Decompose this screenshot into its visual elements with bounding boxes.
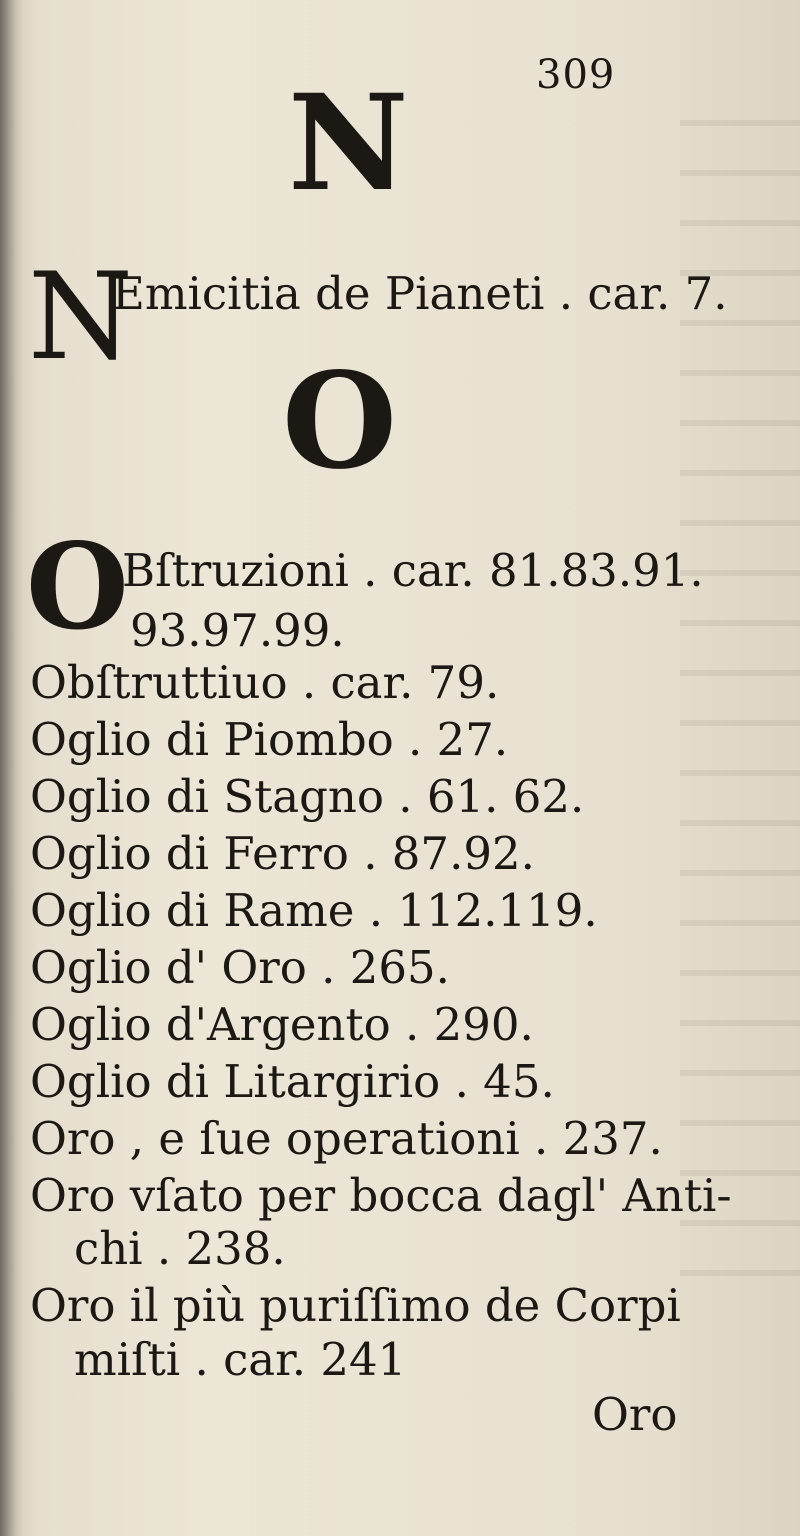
section-heading-n: N xyxy=(288,66,409,221)
drop-cap-n: N xyxy=(28,248,133,387)
index-entry: Oro il più puriſſimo de Corpi xyxy=(30,1279,681,1332)
index-entry: Obſtruttiuo . car. 79. xyxy=(30,656,500,709)
section-heading-o: O xyxy=(282,344,397,499)
index-entry: Oglio di Ferro . 87.92. xyxy=(30,827,535,880)
index-entry: Oglio di Piombo . 27. xyxy=(30,713,509,766)
index-entry: Bſtruzioni . car. 81.83.91. xyxy=(122,544,704,597)
index-entry: Emicitia de Pianeti . car. 7. xyxy=(112,267,728,320)
page-number: 309 xyxy=(536,52,616,98)
index-entry: Oglio di Litargirio . 45. xyxy=(30,1055,555,1108)
index-entry: Oglio di Stagno . 61. 62. xyxy=(30,770,585,823)
index-entry: Oro , e ſue operationi . 237. xyxy=(30,1112,663,1165)
index-entry: Oglio di Rame . 112.119. xyxy=(30,884,598,937)
index-entry-continuation: chi . 238. xyxy=(74,1222,286,1275)
index-entry: Oglio d' Oro . 265. xyxy=(30,941,450,994)
drop-cap-o: O xyxy=(26,517,129,656)
book-spine-shadow xyxy=(0,0,22,1536)
catchword: Oro xyxy=(592,1388,678,1441)
index-entry: Oglio d'Argento . 290. xyxy=(30,998,534,1051)
index-entry-continuation: miſti . car. 241 xyxy=(74,1333,407,1386)
index-entry-continuation: 93.97.99. xyxy=(130,604,345,657)
index-entry: Oro vſato per bocca dagl' Anti- xyxy=(30,1169,732,1222)
